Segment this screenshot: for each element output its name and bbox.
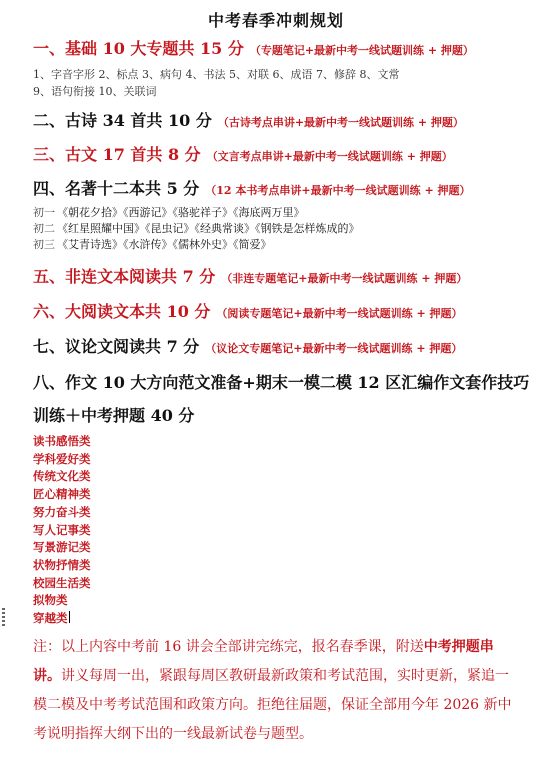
book-titles: 《艾青诗选》《水浒传》《儒林外史》《简爱》 xyxy=(57,238,272,251)
category-item: 拟物类 xyxy=(33,593,68,608)
footnote-bold: 中考押题串讲。 xyxy=(33,639,494,684)
book-row xyxy=(33,221,360,237)
book-row xyxy=(33,237,360,253)
category-item: 匠心精神类 xyxy=(33,487,91,502)
section-1-heading xyxy=(33,39,474,61)
footnote-text-2: 讲义每周一出，紧跟每周区教研最新政策和考试范围，实时更新，紧追一模二模及中考考试范围和政策方向。拒绝往届题，保证全部用今年 2026 新中考说明指挥大纲下出的一线最新试卷与题型。 xyxy=(33,668,512,742)
book-row xyxy=(33,205,360,221)
essay-category-list xyxy=(33,433,153,628)
grade-label: 初二 xyxy=(33,222,55,235)
section-4-heading xyxy=(33,179,471,201)
category-item: 传统文化类 xyxy=(33,469,91,484)
category-item: 写景游记类 xyxy=(33,540,91,555)
section-1-items-line-2: 9、语句衔接 10、关联词 xyxy=(33,85,157,98)
book-titles: 《红星照耀中国》《昆虫记》《经典常谈》《钢铁是怎样炼成的》 xyxy=(57,222,360,235)
section-7-title: 七、议论文阅读共 7 分 xyxy=(33,337,200,356)
section-1-items-line-1: 1、字音字形 2、标点 3、病句 4、书法 5、对联 6、成语 7、修辞 8、文常 xyxy=(33,68,400,81)
grade-label: 初三 xyxy=(33,238,55,251)
section-2-heading xyxy=(33,111,464,133)
category-item: 学科爱好类 xyxy=(33,451,91,466)
section-4-title: 四、名著十二本共 5 分 xyxy=(33,179,200,198)
section-1-note: （专题笔记+最新中考一线试题训练 + 押题） xyxy=(249,44,474,57)
section-1-title: 一、基础 10 大专题共 15 分 xyxy=(33,39,244,58)
section-5-note: （非连专题笔记+最新中考一线试题训练 + 押题） xyxy=(221,272,468,285)
category-item: 读书感悟类 xyxy=(33,434,91,448)
section-2-note: （古诗考点串讲+最新中考一线试题训练 + 押题） xyxy=(217,116,464,129)
margin-marker xyxy=(2,608,5,626)
section-3-note: （文言考点串讲+最新中考一线试题训练 + 押题） xyxy=(206,150,453,163)
section-4-book-list xyxy=(33,205,360,253)
section-6-note: （阅读专题笔记+最新中考一线试题训练 + 押题） xyxy=(216,307,463,320)
section-7-note: （议论文专题笔记+最新中考一线试题训练 + 押题） xyxy=(205,342,463,355)
text-cursor xyxy=(69,611,70,623)
section-5-title: 五、非连文本阅读共 7 分 xyxy=(33,267,216,286)
footnote-paragraph xyxy=(33,633,513,749)
category-item: 状物抒情类 xyxy=(33,557,91,572)
section-3-heading xyxy=(33,145,453,167)
section-3-title: 三、古文 17 首共 8 分 xyxy=(33,145,201,164)
book-titles: 《朝花夕拾》《西游记》《骆驼祥子》《海底两万里》 xyxy=(57,206,305,219)
footnote-text-1: 注：以上内容中考前 16 讲会全部讲完练完，报名春季课，附送 xyxy=(33,639,424,655)
section-7-heading xyxy=(33,337,462,359)
section-5-heading xyxy=(33,267,467,289)
category-item: 努力奋斗类 xyxy=(33,504,91,519)
section-8-heading-line-1: 八、作文 10 大方向范文准备+期末一模二模 12 区汇编作文套作技巧 xyxy=(33,373,530,392)
section-4-note: （12 本书考点串讲+最新中考一线试题训练 + 押题） xyxy=(205,184,471,197)
category-item: 穿越类 xyxy=(33,611,68,626)
category-item-last xyxy=(33,610,153,628)
category-item: 写人记事类 xyxy=(33,522,91,537)
section-2-title: 二、古诗 34 首共 10 分 xyxy=(33,111,212,130)
section-6-heading xyxy=(33,302,463,324)
section-8-heading-line-2: 训练＋中考押题 40 分 xyxy=(33,406,195,425)
section-6-title: 六、大阅读文本共 10 分 xyxy=(33,302,211,321)
page-title: 中考春季冲刺规划 xyxy=(207,11,344,30)
category-item: 校园生活类 xyxy=(33,575,91,590)
grade-label: 初一 xyxy=(33,206,55,219)
